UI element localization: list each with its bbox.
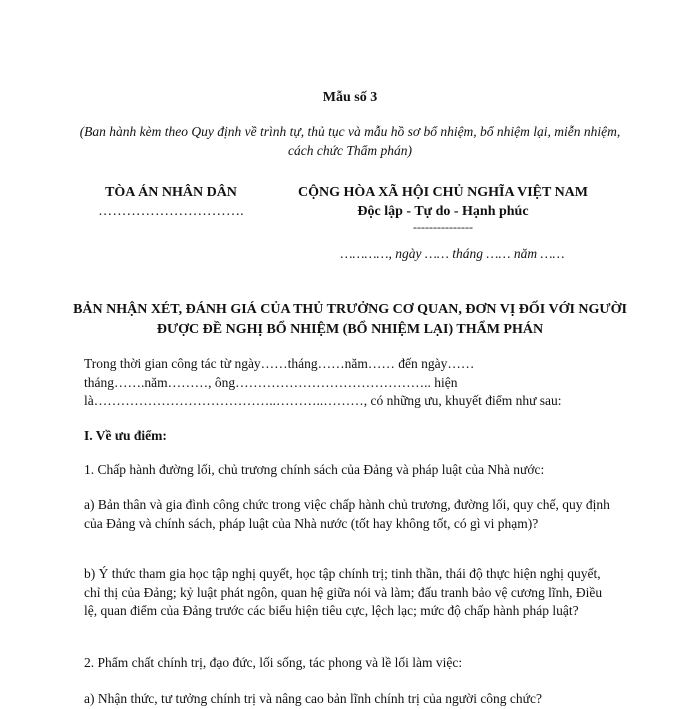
motto-underline: --------------- <box>413 220 473 234</box>
item-1a: a) Bản thân và gia đình công chức trong việc chấp hành chủ trương, đường lối, quy chế, quy định của Đảng và chính sách, pháp luật của Nhà nước (tốt hay không tốt, có gì vi phạm)? <box>84 497 610 531</box>
item-2a: a) Nhận thức, tư tưởng chính trị và nâng cao bản lĩnh chính trị của người công chức? <box>84 691 542 706</box>
item-1b: b) Ý thức tham gia học tập nghị quyết, học tập chính trị; tinh thần, thái độ thực hiện nghị quyết, chỉ thị của Đảng; kỷ luật phát ngôn, quan hệ giữa nói và làm; đấu tranh bảo vệ cương lĩnh, Điều lệ, quan điểm của Đảng trước các biểu hiện tiêu cực, lệch lạc; mức độ chấp hành pháp luật? <box>84 566 603 618</box>
section-heading: I. Về ưu điểm: <box>84 428 167 443</box>
intro-line-3: là…………………………………..………..………, có những ưu, khuyết điểm như sau: <box>84 393 562 408</box>
court-name-dots: …………………………. <box>98 204 244 219</box>
intro-line-2: tháng…….năm………, ông…………………………………….. hiện <box>84 374 458 390</box>
national-title: CỘNG HÒA XÃ HỘI CHỦ NGHĨA VIỆT NAM <box>297 185 588 200</box>
document-title: BẢN NHẬN XÉT, ĐÁNH GIÁ CỦA THỦ TRƯỞNG CƠ QUAN, ĐƠN VỊ ĐỐI VỚI NGƯỜI ĐƯỢC ĐỀ NGHỊ BỔ NHIỆM (BỔ NHIỆM LẠI) THẨM PHÁN <box>73 302 627 337</box>
intro-line-1: Trong thời gian công tác từ ngày……tháng……năm…… đến ngày…… <box>84 356 475 371</box>
item-1: 1. Chấp hành đường lối, chủ trương chính sách của Đảng và pháp luật của Nhà nước: <box>84 462 545 477</box>
national-motto: Độc lập - Tự do - Hạnh phúc <box>357 204 529 219</box>
item-2: 2. Phẩm chất chính trị, đạo đức, lối sống, tác phong và lề lối làm việc: <box>84 655 463 670</box>
national-header <box>268 183 618 233</box>
form-number: Mẫu số 3 <box>322 90 378 105</box>
issued-note: (Ban hành kèm theo Quy định về trình tự, thủ tục và mẫu hồ sơ bổ nhiệm, bổ nhiệm lại, miễn nhiệm, cách chức Thẩm phán) <box>79 124 621 158</box>
date-line: …………, ngày …… tháng …… năm …… <box>340 246 565 261</box>
intro-paragraph <box>84 355 616 411</box>
court-name: TÒA ÁN NHÂN DÂN <box>105 185 237 200</box>
court-header <box>86 183 256 221</box>
